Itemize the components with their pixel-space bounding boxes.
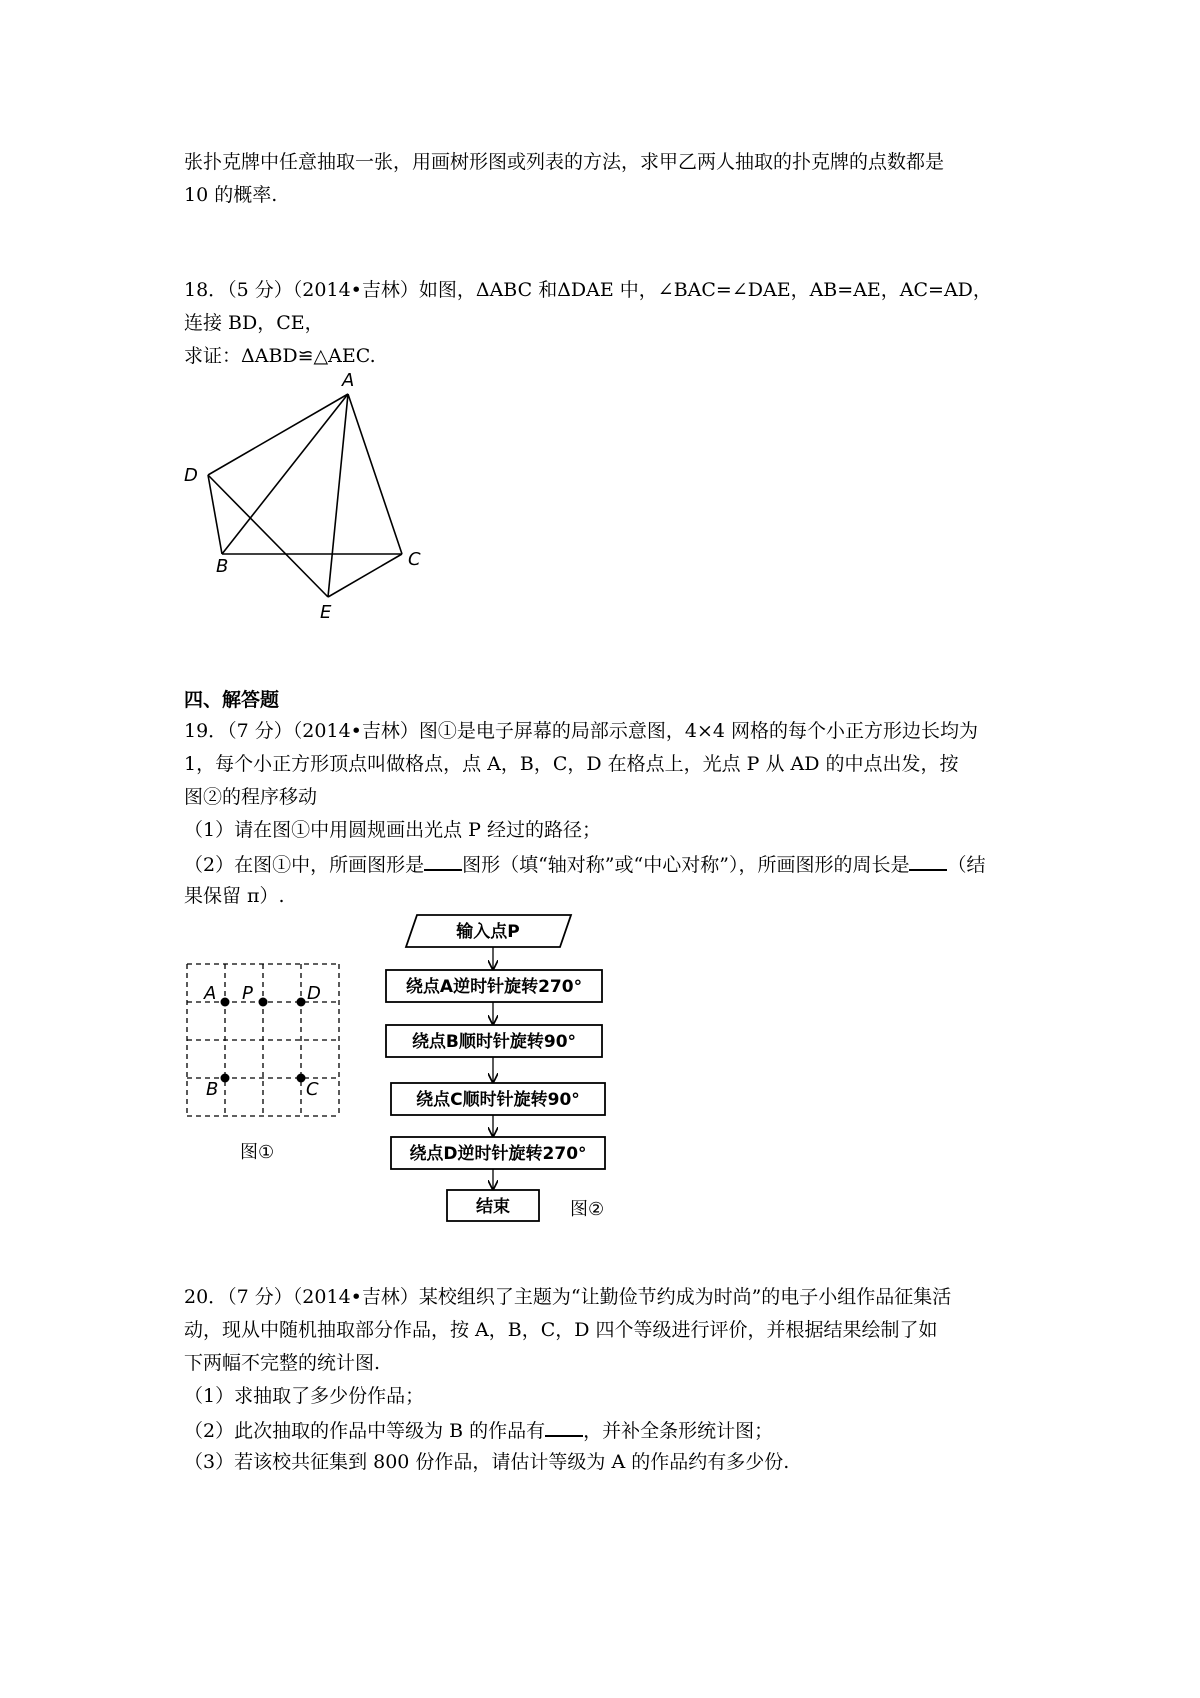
- point-a: [221, 998, 230, 1007]
- q18-line-2: 连接 BD，CE，: [184, 312, 324, 334]
- continuation-line-1: 张扑克牌中任意抽取一张，用画树形图或列表的方法，求甲乙两人抽取的扑克牌的点数都是: [184, 151, 945, 173]
- q20-part-2: [184, 1417, 773, 1443]
- flow-step-2-label: 绕点B顺时针旋转90°: [411, 1032, 577, 1052]
- point-p: [259, 998, 268, 1007]
- flow-step-3-label: 绕点C顺时针旋转90°: [416, 1090, 580, 1110]
- fig2-caption: 图②: [570, 1199, 605, 1220]
- fig1-caption: 图①: [240, 1142, 275, 1163]
- q20-part-1: （1）求抽取了多少份作品；: [184, 1385, 425, 1407]
- grid-label-p: P: [242, 983, 253, 1004]
- q20-line-3: 下两幅不完整的统计图.: [184, 1352, 381, 1374]
- q20-part-3: （3）若该校共征集到 800 份作品，请估计等级为 A 的作品约有多少份.: [184, 1451, 790, 1473]
- q19-part-2-cont: 果保留 π）.: [184, 885, 285, 907]
- point-b: [221, 1074, 230, 1083]
- q18-triangle-figure: [180, 368, 440, 623]
- q19-part-2-text-a: （2）在图①中，所画图形是: [184, 854, 425, 876]
- continuation-line-2: 10 的概率.: [184, 184, 278, 206]
- q18-line-1: 18．（5 分）（2014•吉林）如图，ΔABC 和ΔDAE 中，∠BAC=∠DAE，AB=AE，AC=AD，: [184, 279, 992, 301]
- answer-blank: [424, 851, 462, 871]
- grid-label-a: A: [204, 983, 217, 1004]
- flow-step-4-label: 绕点D逆时针旋转270°: [409, 1144, 587, 1164]
- label-c: C: [408, 549, 421, 570]
- flow-input-label: 输入点P: [456, 922, 520, 942]
- q19-flowchart-figure: [380, 905, 640, 1225]
- q19-part-2: [184, 851, 985, 877]
- point-c: [297, 1074, 306, 1083]
- answer-blank: [545, 1417, 583, 1437]
- q19-part-2-text-c: （结: [947, 854, 986, 876]
- grid-label-d: D: [307, 983, 321, 1004]
- q19-part-1: （1）请在图①中用圆规画出光点 P 经过的路径；: [184, 819, 601, 841]
- q19-grid-figure: [180, 955, 360, 1165]
- section-heading: 四、解答题: [184, 689, 280, 711]
- q18-line-3: 求证：ΔABD≌△AEC.: [184, 345, 376, 367]
- grid-label-c: C: [306, 1079, 319, 1100]
- label-d: D: [184, 465, 198, 486]
- label-b: B: [216, 556, 229, 577]
- q20-part-2-text-a: （2）此次抽取的作品中等级为 B 的作品有: [184, 1420, 546, 1442]
- grid-label-b: B: [206, 1079, 219, 1100]
- flow-step-1-label: 绕点A逆时针旋转270°: [405, 977, 583, 997]
- label-a: A: [342, 370, 355, 391]
- q20-line-1: 20．（7 分）（2014•吉林）某校组织了主题为“让勤俭节约成为时尚”的电子小组作品征集活: [184, 1286, 952, 1308]
- point-d: [297, 998, 306, 1007]
- q19-line-1: 19．（7 分）（2014•吉林）图①是电子屏幕的局部示意图，4×4 网格的每个小正方形边长均为: [184, 720, 979, 742]
- label-e: E: [320, 602, 332, 623]
- flow-end-label: 结束: [476, 1197, 510, 1217]
- answer-blank: [909, 851, 947, 871]
- q19-line-3: 图②的程序移动: [184, 786, 318, 808]
- q20-part-2-text-b: ，并补全条形统计图；: [583, 1420, 774, 1442]
- q20-line-2: 动，现从中随机抽取部分作品，按 A，B，C，D 四个等级进行评价，并根据结果绘制了如: [184, 1319, 938, 1341]
- q19-part-2-text-b: 图形（填“轴对称”或“中心对称”），所画图形的周长是: [462, 854, 910, 876]
- q19-line-2: 1，每个小正方形顶点叫做格点，点 A，B，C，D 在格点上，光点 P 从 AD 的中点出发，按: [184, 753, 959, 775]
